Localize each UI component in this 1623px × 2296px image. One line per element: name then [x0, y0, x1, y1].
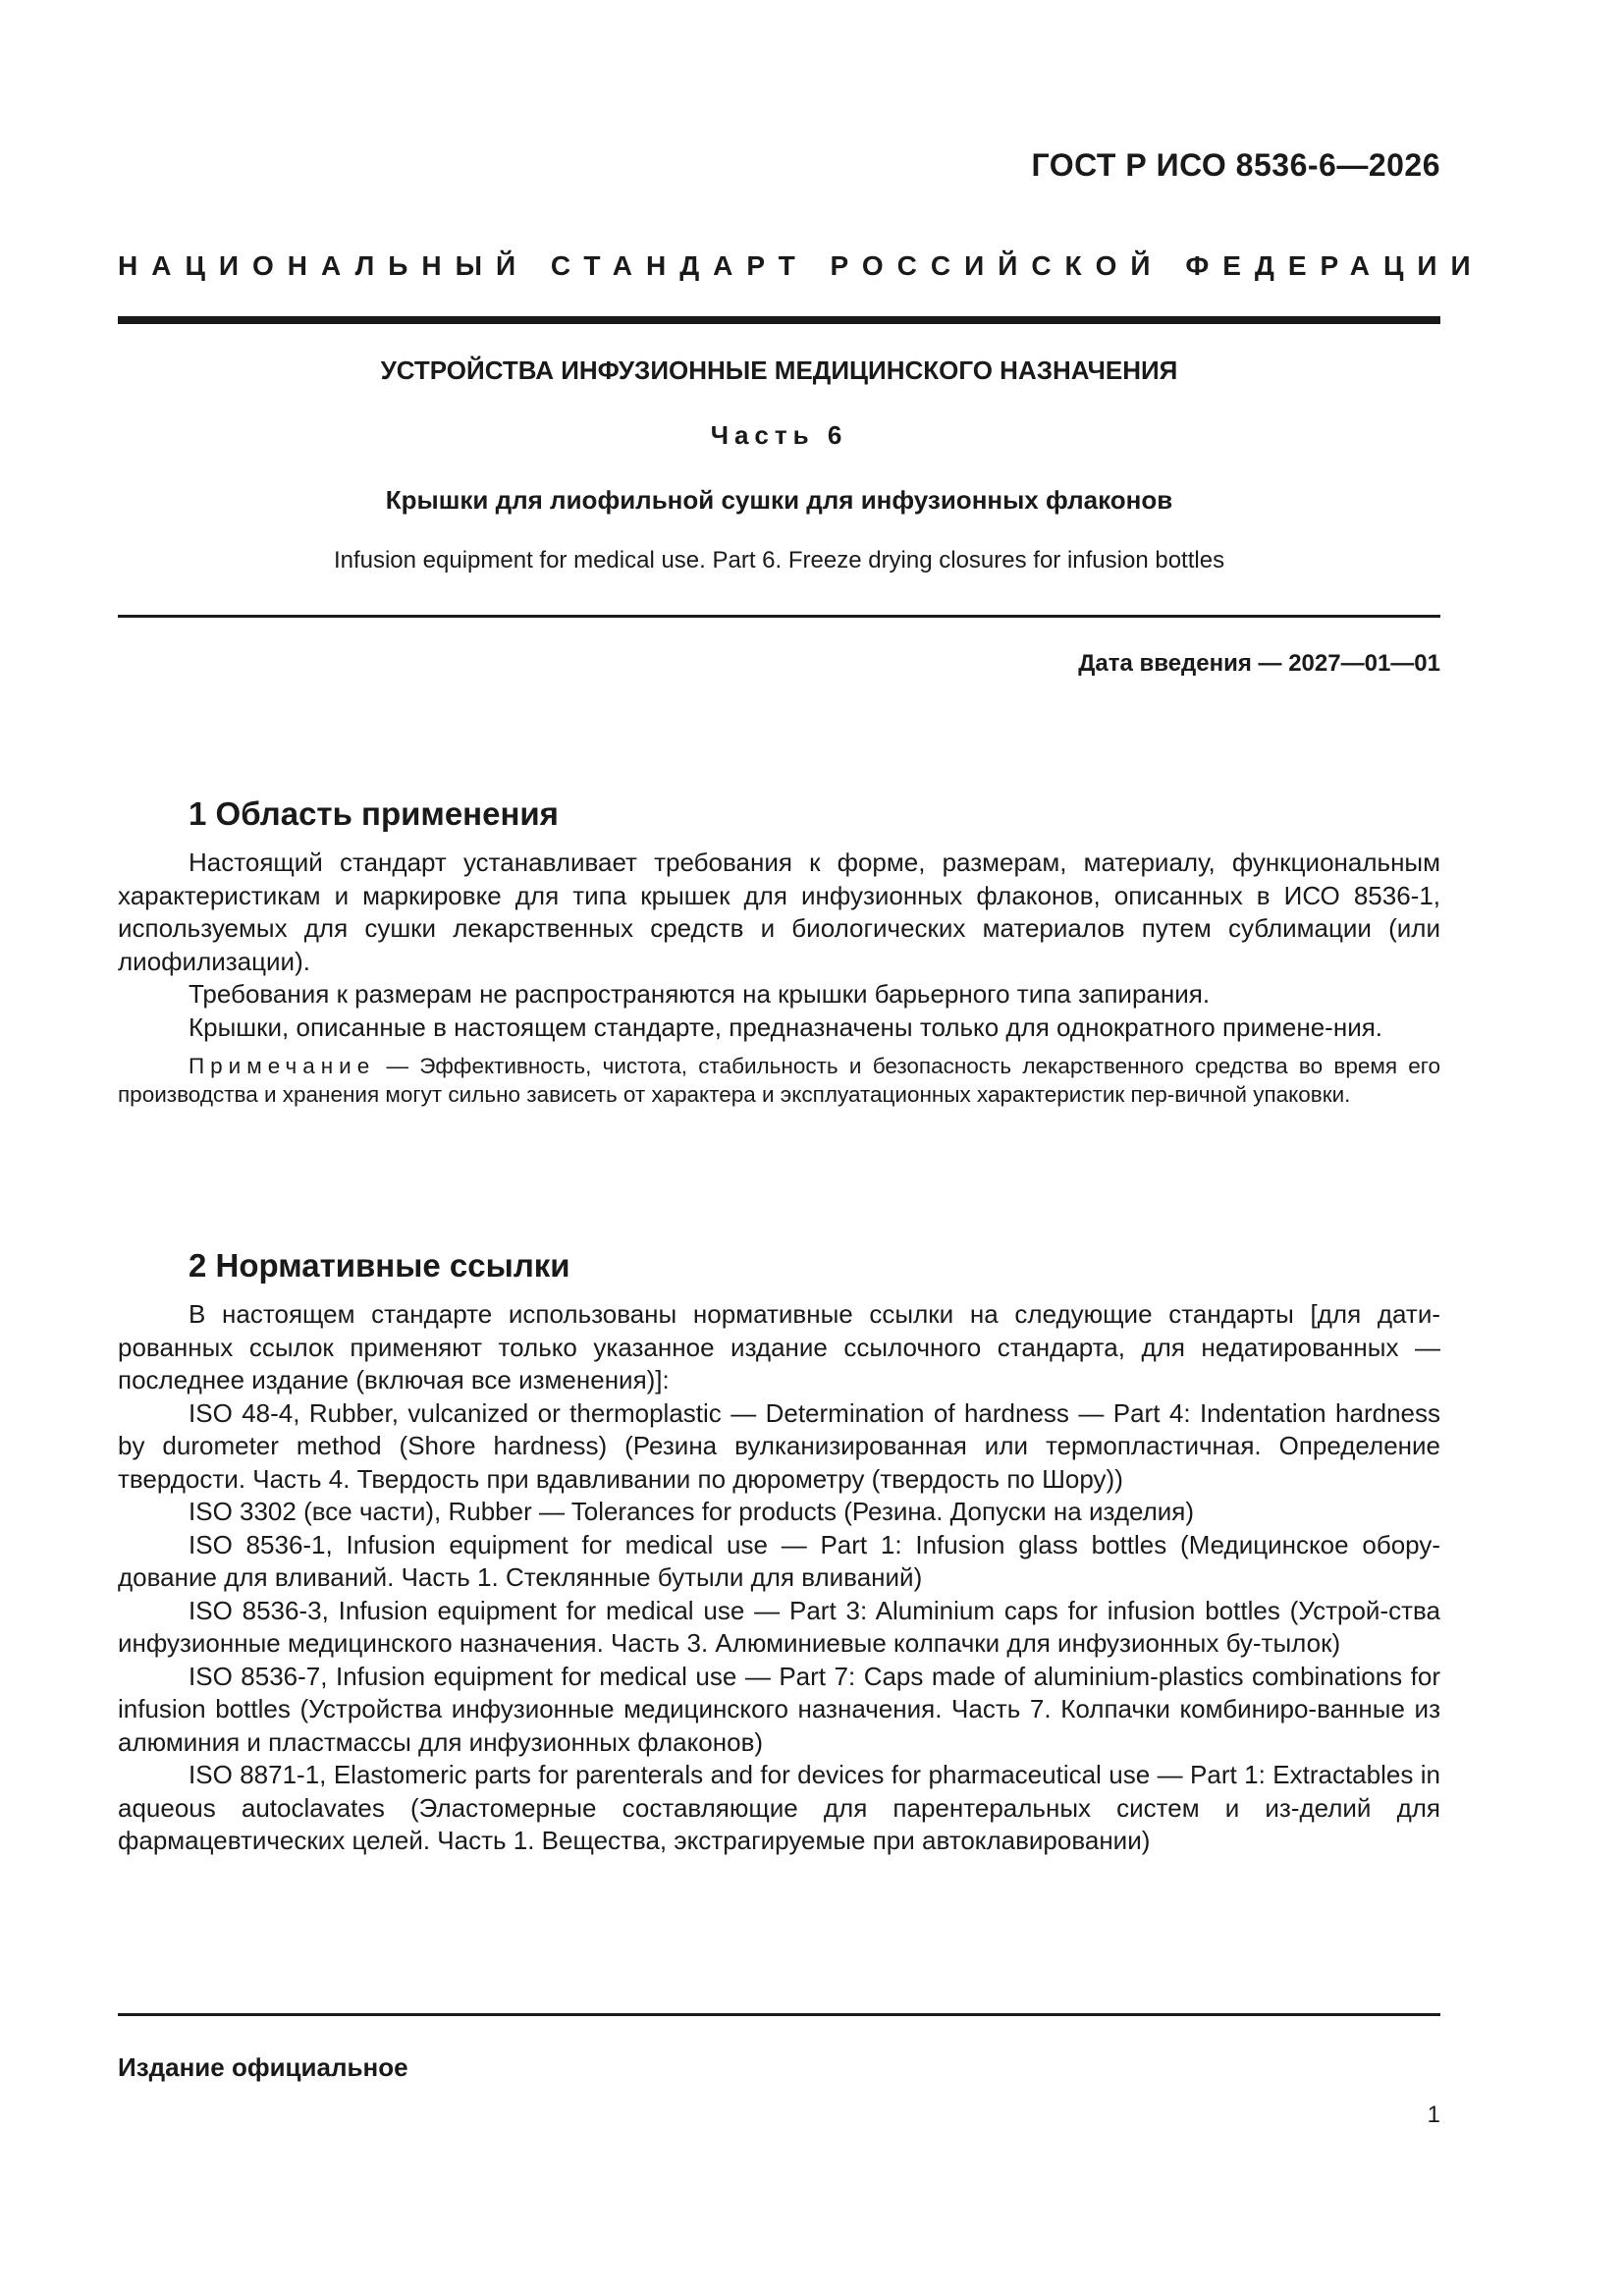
note-label: Примечание	[189, 1054, 376, 1078]
national-standard-title: НАЦИОНАЛЬНЫЙ СТАНДАРТ РОССИЙСКОЙ ФЕДЕРАЦИИ	[118, 250, 1485, 281]
part-label: Часть 6	[710, 420, 848, 450]
section-references	[118, 1247, 1440, 1858]
note-text: — Эффективность, чистота, стабильность и безопасность лекарственного средства во время его производства и хранения могут сильно зависеть от характера и эксплуатационных характеристик пер-вичной упаковки.	[118, 1054, 1440, 1107]
section-heading: 1 Область применения	[189, 795, 559, 832]
section-scope	[118, 795, 1440, 1109]
standard-title: УСТРОЙСТВА ИНФУЗИОННЫЕ МЕДИЦИНСКОГО НАЗНАЧЕНИЯ	[380, 355, 1178, 385]
reference-item: ISO 8536-7, Infusion equipment for medical use — Part 7: Caps made of aluminium-plastics combinations for infusion bottles (Устройства инфузионные медицинского назначения. Часть 7. Колпачки комбиниро-ванные из алюминия и пластмассы для инфузионных флаконов)	[118, 1661, 1440, 1757]
page-number: 1	[1427, 2102, 1440, 2128]
english-title: Infusion equipment for medical use. Part 6. Freeze drying closures for infusion bottles	[333, 547, 1225, 574]
standard-subtitle: Крышки для лиофильной сушки для инфузионных флаконов	[385, 485, 1173, 515]
reference-item: ISO 48-4, Rubber, vulcanized or thermoplastic — Determination of hardness — Part 4: Indentation hardness by durometer method (Shore hardness) (Резина вулканизированная или термопластичная. Определение твердости. Часть 4. Твердость при вдавливании по дюрометру (твердость по Шору))	[118, 1397, 1440, 1494]
header-divider	[118, 316, 1440, 324]
paragraph: Настоящий стандарт устанавливает требования к форме, размерам, материалу, функциональным характеристикам и маркировке для типа крышек для инфузионных флаконов, описанных в ИСО 8536-1, используемых для сушки лекарственных средств и биологических материалов путем сублимации (или лиофилизации).	[118, 847, 1440, 976]
paragraph: Крышки, описанные в настоящем стандарте, предназначены только для однократного примене-ния.	[189, 1011, 1383, 1042]
introduction-date: Дата введения — 2027—01—01	[1078, 650, 1440, 677]
note	[118, 1052, 1440, 1109]
reference-item: ISO 3302 (все части), Rubber — Tolerances for products (Резина. Допуски на изделия)	[189, 1497, 1195, 1526]
edition-label: Издание официальное	[118, 2052, 408, 2082]
title-divider	[118, 615, 1440, 618]
reference-item: ISO 8871-1, Elastomeric parts for parenterals and for devices for pharmaceutical use — Part 1: Extractables in aqueous autoclavates (Эластомерные составляющие для парентеральных систем и из-делий для фармацевтических целей. Часть 1. Вещества, экстрагируемые при автоклавировании)	[118, 1760, 1440, 1855]
reference-item: ISO 8536-3, Infusion equipment for medical use — Part 3: Aluminium caps for infusion bottles (Устрой-ства инфузионные медицинского назначения. Часть 3. Алюминиевые колпачки для инфузионных бу-тылок)	[118, 1595, 1440, 1658]
section-heading: 2 Нормативные ссылки	[189, 1247, 570, 1284]
document-code: ГОСТ Р ИСО 8536-6—2026	[1031, 147, 1440, 183]
reference-item: ISO 8536-1, Infusion equipment for medical use — Part 1: Infusion glass bottles (Медицинское обору-дование для вливаний. Часть 1. Стеклянные бутыли для вливаний)	[118, 1529, 1440, 1592]
paragraph: Требования к размерам не распространяются на крышки барьерного типа запирания.	[189, 979, 1211, 1009]
paragraph: В настоящем стандарте использованы нормативные ссылки на следующие стандарты [для дати-рованных ссылок применяют только указанное издание ссылочного стандарта, для недатированных — последнее издание (включая все изменения)]:	[118, 1299, 1440, 1394]
footer-divider	[118, 2013, 1440, 2016]
